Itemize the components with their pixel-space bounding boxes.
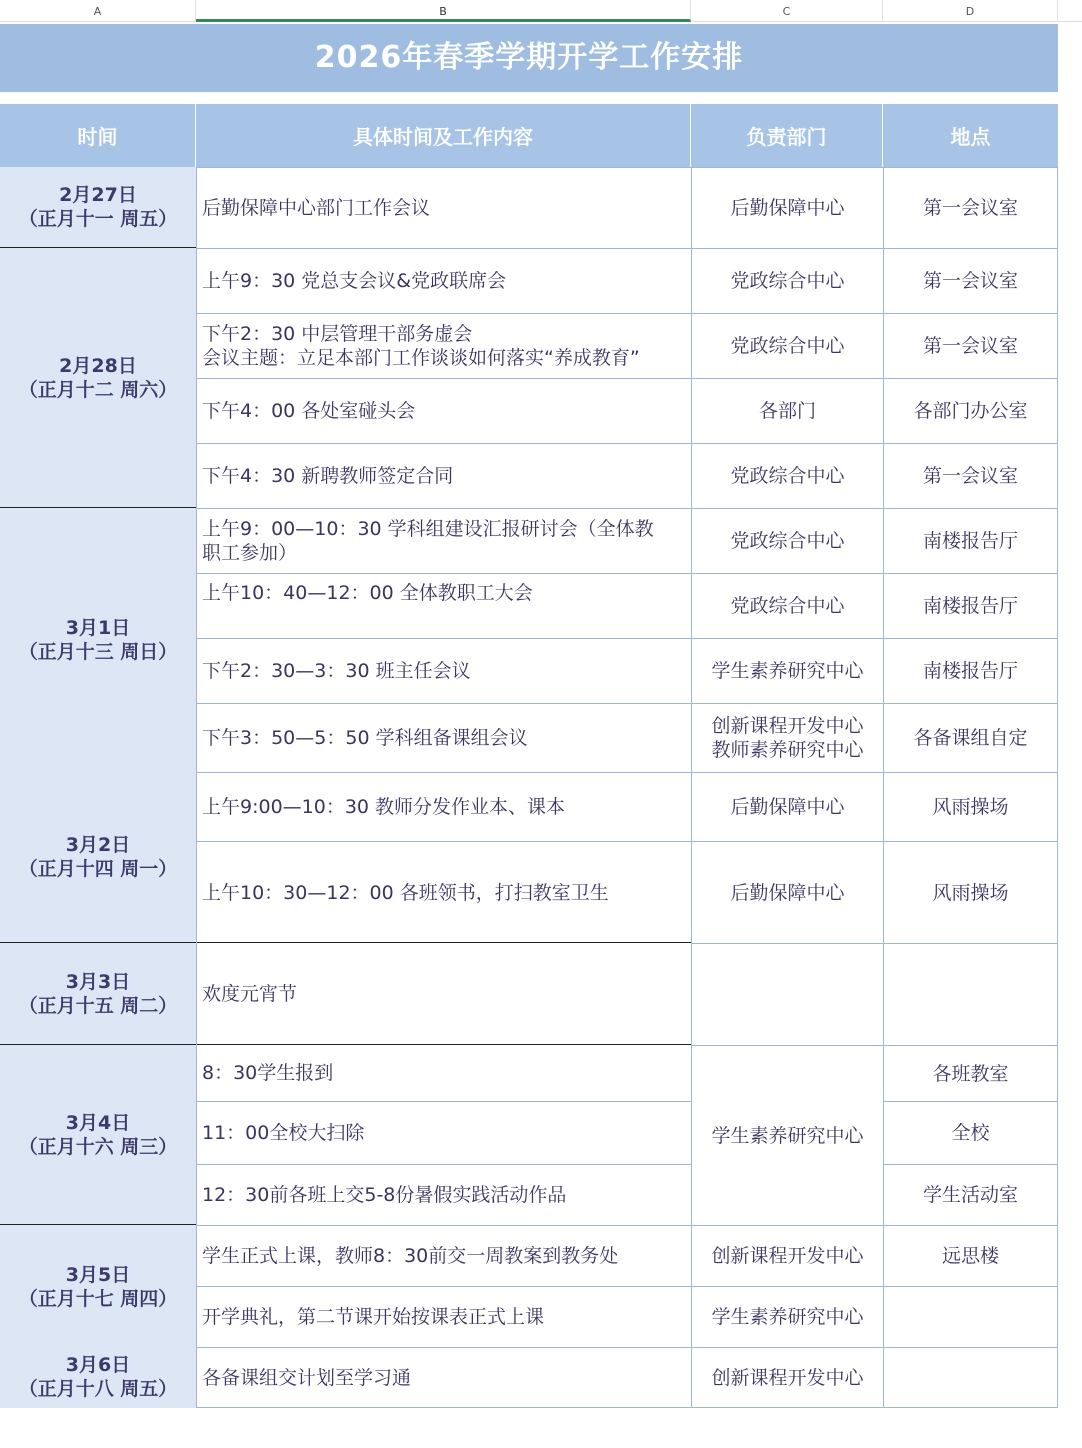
content-cell[interactable]: 上午9：30 党总支会议&党政联席会 (196, 248, 691, 313)
content-line: 下午2：30 中层管理干部务虚会 (202, 323, 473, 345)
date-cell[interactable] (0, 508, 196, 771)
dept-cell[interactable]: 党政综合中心 (691, 573, 883, 638)
content-cell[interactable]: 上午10：40—12：00 全体教职工大会 (196, 573, 691, 638)
place-cell[interactable]: 风雨操场 (883, 772, 1058, 841)
dept-line: 教师素养研究中心 (711, 739, 864, 761)
content-cell[interactable]: 下午4：00 各处室碰头会 (196, 378, 691, 443)
date-cell[interactable] (0, 943, 196, 1044)
lunar-label: （正月十四 周一） (18, 857, 178, 880)
date-label: 3月4日 (65, 1111, 131, 1134)
dept-cell[interactable]: 创新课程开发中心 (691, 1225, 883, 1286)
dept-cell[interactable]: 后勤保障中心 (691, 772, 883, 841)
date-label: 3月2日 (65, 833, 131, 856)
place-cell[interactable]: 南楼报告厅 (883, 638, 1058, 703)
place-cell[interactable]: 各备课组自定 (883, 703, 1058, 772)
date-cell[interactable] (0, 248, 196, 507)
dept-cell[interactable]: 党政综合中心 (691, 508, 883, 573)
content-cell[interactable]: 11：00全校大扫除 (196, 1101, 691, 1164)
date-divider (0, 1224, 196, 1225)
dept-cell[interactable]: 学生素养研究中心 (691, 1286, 883, 1347)
date-divider (0, 247, 196, 248)
place-cell[interactable] (883, 943, 1058, 1045)
lunar-label: （正月十五 周二） (18, 994, 178, 1017)
dept-cell[interactable]: 学生素养研究中心 (691, 638, 883, 703)
place-cell[interactable] (883, 1286, 1058, 1347)
content-cell[interactable]: 8：30学生报到 (196, 1045, 691, 1101)
dept-cell[interactable] (691, 703, 883, 772)
content-cell[interactable]: 上午10：30—12：00 各班领书，打扫教室卫生 (196, 841, 691, 943)
content-cell[interactable]: 下午4：30 新聘教师签定合同 (196, 443, 691, 508)
sheet-title[interactable]: 2026年春季学期开学工作安排 (0, 24, 1058, 92)
place-cell[interactable]: 各部门办公室 (883, 378, 1058, 443)
date-label: 3月6日 (65, 1354, 131, 1376)
place-cell[interactable]: 各班教室 (883, 1045, 1058, 1101)
header-place[interactable]: 地点 (883, 104, 1058, 167)
place-cell[interactable]: 第一会议室 (883, 167, 1058, 248)
date-divider (0, 507, 196, 508)
place-cell[interactable]: 学生活动室 (883, 1164, 1058, 1225)
date-cell[interactable] (0, 167, 196, 247)
column-a-header[interactable]: A (0, 0, 196, 22)
date-label: 3月3日 (65, 970, 131, 993)
place-cell[interactable]: 风雨操场 (883, 841, 1058, 943)
content-cell[interactable] (196, 508, 691, 573)
place-cell[interactable]: 南楼报告厅 (883, 508, 1058, 573)
lunar-label: （正月十六 周三） (18, 1135, 178, 1158)
column-b-header[interactable]: B (196, 0, 691, 22)
place-cell[interactable]: 第一会议室 (883, 313, 1058, 378)
header-dept[interactable]: 负责部门 (691, 104, 883, 167)
place-cell[interactable]: 第一会议室 (883, 248, 1058, 313)
content-line: 会议主题：立足本部门工作谈谈如何落实“养成教育” (202, 347, 640, 369)
content-cell[interactable] (196, 313, 691, 378)
content-cell[interactable]: 12：30前各班上交5-8份暑假实践活动作品 (196, 1164, 691, 1225)
content-cell[interactable]: 各备课组交计划至学习通 (196, 1347, 691, 1408)
date-label: 3月5日 (65, 1264, 131, 1286)
content-cell[interactable]: 下午3：50—5：50 学科组备课组会议 (196, 703, 691, 772)
content-cell[interactable]: 开学典礼，第二节课开始按课表正式上课 (196, 1286, 691, 1347)
dept-cell[interactable]: 党政综合中心 (691, 443, 883, 508)
content-cell[interactable]: 后勤保障中心部门工作会议 (196, 167, 691, 248)
content-cell[interactable]: 下午2：30—3：30 班主任会议 (196, 638, 691, 703)
dept-cell[interactable]: 后勤保障中心 (691, 167, 883, 248)
date-cell[interactable] (0, 771, 196, 942)
dept-cell[interactable]: 党政综合中心 (691, 248, 883, 313)
content-line: 上午9：00—10：30 学科组建设汇报研讨会（全体教 (202, 518, 654, 540)
lunar-label: （正月十二 周六） (18, 378, 178, 401)
place-cell[interactable]: 全校 (883, 1101, 1058, 1164)
dept-cell-merged[interactable]: 学生素养研究中心 (691, 1045, 883, 1225)
column-c-header[interactable]: C (691, 0, 883, 22)
lunar-label: （正月十三 周日） (18, 640, 178, 663)
dept-cell[interactable]: 各部门 (691, 378, 883, 443)
content-cell[interactable]: 学生正式上课，教师8：30前交一周教案到教务处 (196, 1225, 691, 1286)
date-cell[interactable] (0, 1225, 196, 1408)
place-cell[interactable]: 南楼报告厅 (883, 573, 1058, 638)
date-label: 2月28日 (59, 354, 137, 377)
header-content[interactable]: 具体时间及工作内容 (196, 104, 691, 167)
content-cell[interactable]: 上午9:00—10：30 教师分发作业本、课本 (196, 772, 691, 841)
header-time[interactable]: 时间 (0, 104, 196, 167)
date-label: 3月1日 (65, 616, 131, 639)
content-cell[interactable]: 欢度元宵节 (196, 943, 691, 1045)
lunar-label: （正月十一 周五） (18, 208, 178, 230)
date-cell[interactable] (0, 1045, 196, 1224)
dept-cell[interactable]: 后勤保障中心 (691, 841, 883, 943)
lunar-label: （正月十七 周四） (18, 1288, 178, 1310)
lunar-label: （正月十八 周五） (18, 1378, 178, 1400)
dept-cell[interactable]: 党政综合中心 (691, 313, 883, 378)
place-cell[interactable] (883, 1347, 1058, 1408)
dept-line: 创新课程开发中心 (711, 715, 864, 737)
place-cell[interactable]: 远思楼 (883, 1225, 1058, 1286)
column-header-strip (0, 0, 1082, 22)
dept-cell[interactable]: 创新课程开发中心 (691, 1347, 883, 1408)
place-cell[interactable]: 第一会议室 (883, 443, 1058, 508)
dept-cell[interactable] (691, 943, 883, 1045)
content-line: 职工参加） (202, 542, 298, 564)
column-d-header[interactable]: D (883, 0, 1058, 22)
date-label: 2月27日 (59, 184, 137, 206)
